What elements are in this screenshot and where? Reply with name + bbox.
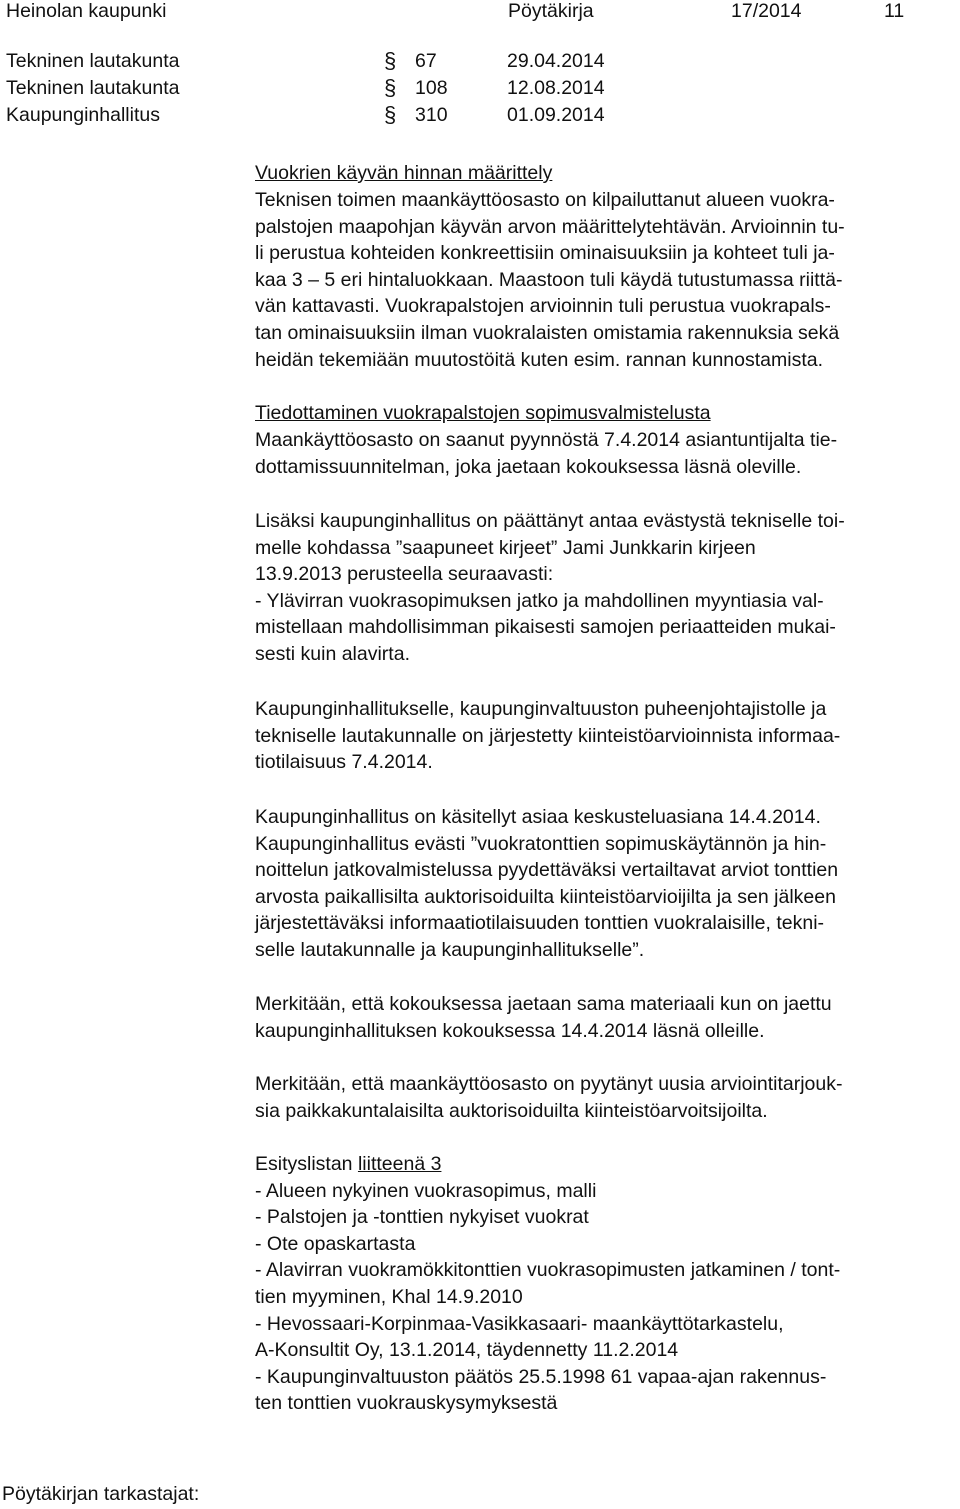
- paragraph-5: [255, 804, 838, 964]
- meeting-section: 108: [415, 77, 448, 99]
- text-line: tekniselle lautakunnalle on järjestetty kiinteistöarvioinnista informaa-: [255, 724, 841, 747]
- meeting-date: 12.08.2014: [507, 77, 605, 99]
- text-line: palstojen maapohjan käyvän arvon määrittelytehtävän. Arvioinnin tu-: [255, 215, 845, 238]
- text-line: heidän tekemiään muutostöitä kuten esim. rannan kunnostamista.: [255, 348, 823, 371]
- meeting-section: 67: [415, 50, 437, 72]
- meeting-date: 29.04.2014: [507, 50, 605, 72]
- minutes-checkers-label: Pöytäkirjan tarkastajat:: [2, 1483, 200, 1505]
- section-sign-icon: §: [384, 102, 397, 127]
- text-line: tan ominaisuuksiin ilman vuokralaisten omistamia rakennuksia sekä: [255, 321, 840, 344]
- text-line: melle kohdassa ”saapuneet kirjeet” Jami Junkkarin kirjeen: [255, 536, 756, 559]
- attachment-item: - Hevossaari-Korpinmaa-Vasikkasaari- maankäyttötarkastelu,: [255, 1312, 784, 1335]
- meeting-date: 01.09.2014: [507, 104, 605, 126]
- meeting-body: Tekninen lautakunta: [6, 77, 180, 99]
- meeting-section: 310: [415, 104, 448, 126]
- text-line: mistellaan mahdollisimman pikaisesti samojen periaatteiden mukai-: [255, 616, 836, 639]
- attachment-item: - Palstojen ja -tonttien nykyiset vuokrat: [255, 1206, 589, 1229]
- attachment-item: - Ote opaskartasta: [255, 1232, 416, 1255]
- section-sign-icon: §: [384, 75, 397, 100]
- text-line: kaupunginhallituksen kokouksessa 14.4.2014 läsnä olleille.: [255, 1019, 765, 1042]
- matter-title: Vuokrien käyvän hinnan määrittely: [255, 162, 553, 184]
- text-line: selle lautakunnalle ja kaupunginhallitukselle”.: [255, 938, 645, 961]
- document-number: 17/2014: [731, 0, 802, 22]
- text-line: Lisäksi kaupunginhallitus on päättänyt antaa evästystä tekniselle toi-: [255, 510, 845, 532]
- text-line: tiotilaisuus 7.4.2014.: [255, 751, 433, 774]
- attachments-heading: [255, 1151, 840, 1178]
- meeting-body: Kaupunginhallitus: [6, 104, 160, 126]
- attachment-link[interactable]: liitteenä 3: [357, 1153, 442, 1175]
- paragraph-4: [255, 696, 840, 776]
- text-line: järjestettäväksi informaatiotilaisuuden tonttien vuokralaisille, tekni-: [255, 912, 825, 935]
- text-line: Teknisen toimen maankäyttöosasto on kilpailuttanut alueen vuokra-: [255, 189, 835, 211]
- attachments-section: [255, 1151, 840, 1417]
- organization-name: Heinolan kaupunki: [6, 0, 167, 22]
- document-type: Pöytäkirja: [508, 0, 594, 22]
- text-line: Kaupunginhallitus on käsitellyt asiaa keskusteluasiana 14.4.2014.: [255, 806, 821, 828]
- page-number: 11: [884, 0, 905, 22]
- text-line: sia paikkakuntalaisilta auktorisoiduilta kiinteistöarvoitsijoilta.: [255, 1099, 768, 1122]
- paragraph-6: [255, 991, 832, 1044]
- attachment-item: - Alavirran vuokramökkitonttien vuokrasopimusten jatkaminen / tont-: [255, 1259, 841, 1282]
- meeting-body: Tekninen lautakunta: [6, 50, 180, 72]
- text-line: Kaupunginhallitukselle, kaupunginvaltuuston puheenjohtajistolle ja: [255, 698, 827, 720]
- attachments-label: Esityslistan: [255, 1153, 353, 1175]
- text-line: sesti kuin alavirta.: [255, 642, 410, 665]
- section-sign-icon: §: [384, 48, 397, 73]
- text-line: li perustua kohteiden konkreettisiin ominaisuuksiin ja kohteet tuli ja-: [255, 242, 835, 265]
- text-line: vän kattavasti. Vuokrapalstojen arvioinnin tuli perustua vuokrapals-: [255, 295, 831, 318]
- text-line: kaa 3 – 5 eri hintaluokkaan. Maastoon tuli käydä tutustumassa riittä-: [255, 268, 843, 291]
- text-line: Kaupunginhallitus evästi ”vuokratonttien sopimuskäytännön ja hin-: [255, 832, 827, 855]
- text-line: dottamissuunnitelman, joka jaetaan kokouksessa läsnä oleville.: [255, 455, 802, 478]
- paragraph-1: [255, 187, 845, 373]
- attachment-item: ten tonttien vuokrauskysymyksestä: [255, 1392, 558, 1415]
- text-line: noittelun jatkovalmistelussa pyydettäväksi vertailtavat arviot tonttien: [255, 859, 839, 882]
- text-line: Merkitään, että maankäyttöosasto on pyytänyt uusia arviointitarjouk-: [255, 1073, 843, 1095]
- text-line: Maankäyttöosasto on saanut pyynnöstä 7.4.2014 asiantuntijalta tie-: [255, 429, 838, 451]
- text-line: - Ylävirran vuokrasopimuksen jatko ja mahdollinen myyntiasia val-: [255, 589, 824, 612]
- text-line: arvosta paikallisilta auktorisoiduilta kiinteistöarvioijilta ja sen jälkeen: [255, 885, 836, 908]
- text-line: Merkitään, että kokouksessa jaetaan sama materiaali kun on jaettu: [255, 993, 832, 1015]
- attachment-item: tien myyminen, Khal 14.9.2010: [255, 1285, 523, 1308]
- attachment-item: - Kaupunginvaltuuston päätös 25.5.1998 61 vapaa-ajan rakennus-: [255, 1365, 827, 1388]
- paragraph-2: [255, 427, 837, 480]
- attachment-item: - Alueen nykyinen vuokrasopimus, malli: [255, 1179, 597, 1202]
- paragraph-7: [255, 1071, 842, 1124]
- paragraph-3: [255, 508, 845, 668]
- attachment-item: A-Konsultit Oy, 13.1.2014, täydennetty 11.2.2014: [255, 1339, 679, 1362]
- subheading: Tiedottaminen vuokrapalstojen sopimusvalmistelusta: [255, 402, 711, 424]
- text-line: 13.9.2013 perusteella seuraavasti:: [255, 563, 554, 586]
